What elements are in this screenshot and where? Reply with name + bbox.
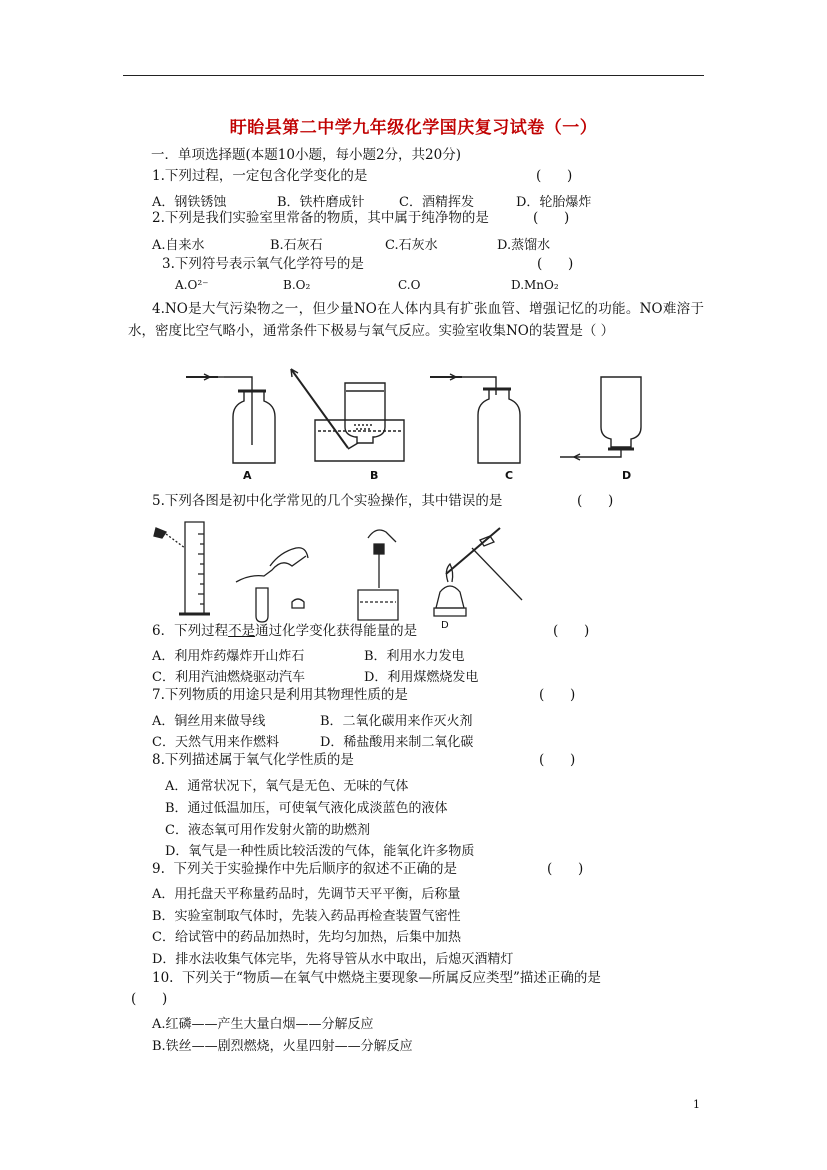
q5-stem: 5.下列各图是初中化学常见的几个实验操作，其中错误的是 [152,493,503,509]
page-title: 盱眙县第二中学九年级化学国庆复习试卷（一） [229,118,598,138]
q9-option-a: A．用托盘天平称量药品时，先调节天平平衡，后称量 [152,887,461,902]
q4-figure-label-c: C [505,469,514,482]
q7-stem: 7.下列物质的用途只是利用其物理性质的是 [152,687,408,703]
q2-option-b: B.石灰石 [270,238,323,253]
q6-stem [152,623,417,639]
q3-stem: 3.下列符号表示氧气化学符号的是 [162,256,364,272]
q2-option-c: C.石灰水 [385,238,438,253]
q2-stem: 2.下列是我们实验室里常备的物质，其中属于纯净物的是 [152,210,489,226]
q1-option-c: C．酒精挥发 [399,195,474,210]
q6-stem-pre: 6．下列过程 [152,623,229,639]
q4-stem: 4.NO是大气污染物之一，但少量NO在人体内具有扩张血管、增强记忆的功能。NO难溶于水，密度比空气略小，通常条件下极易与氧气反应。实验室收集NO的装置是（ ） [128,301,704,339]
q5-figure-label-d: D [441,620,449,631]
q7-option-a: A．铜丝用来做导线 [152,714,266,729]
q10-stem: 10. 下列关于“物质—在氧气中燃烧主要现象—所属反应类型”描述正确的是 [152,970,601,986]
q7-option-d: D．稀盐酸用来制二氧化碳 [320,735,474,750]
q10-option-a: A.红磷——产生大量白烟——分解反应 [152,1017,374,1032]
header-rule [123,75,704,76]
q9-bracket: ( ) [547,861,584,877]
q6-option-c: C．利用汽油燃烧驱动汽车 [152,670,305,685]
q3-bracket: ( ) [537,256,574,272]
q3-option-b: B.O₂ [283,278,311,292]
q1-option-a: A．钢铁锈蚀 [152,195,227,210]
q4-figure-label-d: D [622,469,632,482]
q6-option-d: D．利用煤燃烧发电 [364,670,479,685]
q3-option-a: A.O²⁻ [175,278,209,292]
q7-option-c: C．天然气用来作燃料 [152,735,279,750]
q9-option-b: B．实验室制取气体时，先装入药品再检查装置气密性 [152,909,461,924]
q2-option-d: D.蒸馏水 [497,238,551,253]
q8-stem: 8.下列描述属于氧气化学性质的是 [152,752,354,768]
q5-bracket: ( ) [577,493,614,509]
q3-option-d: D.MnO₂ [511,278,559,292]
q1-bracket: ( ) [536,168,573,184]
q2-bracket: ( ) [533,210,570,226]
q3-option-c: C.O [398,278,421,292]
q6-stem-underlined: 不是 [228,623,256,639]
q5-operations-figure [150,518,530,623]
q8-option-c: C．液态氧可用作发射火箭的助燃剂 [165,823,370,838]
q8-option-b: B．通过低温加压，可使氧气液化成淡蓝色的液体 [165,801,448,816]
q9-stem: 9. 下列关于实验操作中先后顺序的叙述不正确的是 [152,861,457,877]
q4-apparatus-figure [180,365,660,480]
q1-stem: 1.下列过程，一定包含化学变化的是 [152,168,368,184]
q1-option-d: D．轮胎爆炸 [516,195,592,210]
q6-stem-post: 通过化学变化获得能量的是 [255,623,418,639]
q7-bracket: ( ) [539,687,576,703]
page-number: 1 [693,1098,700,1111]
q10-bracket: ( ) [131,991,168,1007]
q6-option-b: B．利用水力发电 [364,649,465,664]
q8-bracket: ( ) [539,752,576,768]
q8-option-a: A．通常状况下，氧气是无色、无味的气体 [165,779,409,794]
q1-option-b: B．铁杵磨成针 [277,195,365,210]
q9-option-d: D．排水法收集气体完毕，先将导管从水中取出，后熄灭酒精灯 [152,952,514,967]
q9-option-c: C．给试管中的药品加热时，先均匀加热，后集中加热 [152,930,461,945]
q7-option-b: B．二氧化碳用来作灭火剂 [320,714,473,729]
q2-option-a: A.自来水 [152,238,205,253]
section-heading: 一．单项选择题(本题10小题，每小题2分，共20分) [151,147,461,163]
q6-option-a: A．利用炸药爆炸开山炸石 [152,649,305,664]
q10-option-b: B.铁丝——剧烈燃烧，火星四射——分解反应 [152,1039,413,1054]
q8-option-d: D．氧气是一种性质比较活泼的气体，能氧化许多物质 [165,844,475,859]
q4-figure-label-b: B [370,469,379,482]
q4-figure-label-a: A [243,469,252,482]
q6-bracket: ( ) [553,623,590,639]
